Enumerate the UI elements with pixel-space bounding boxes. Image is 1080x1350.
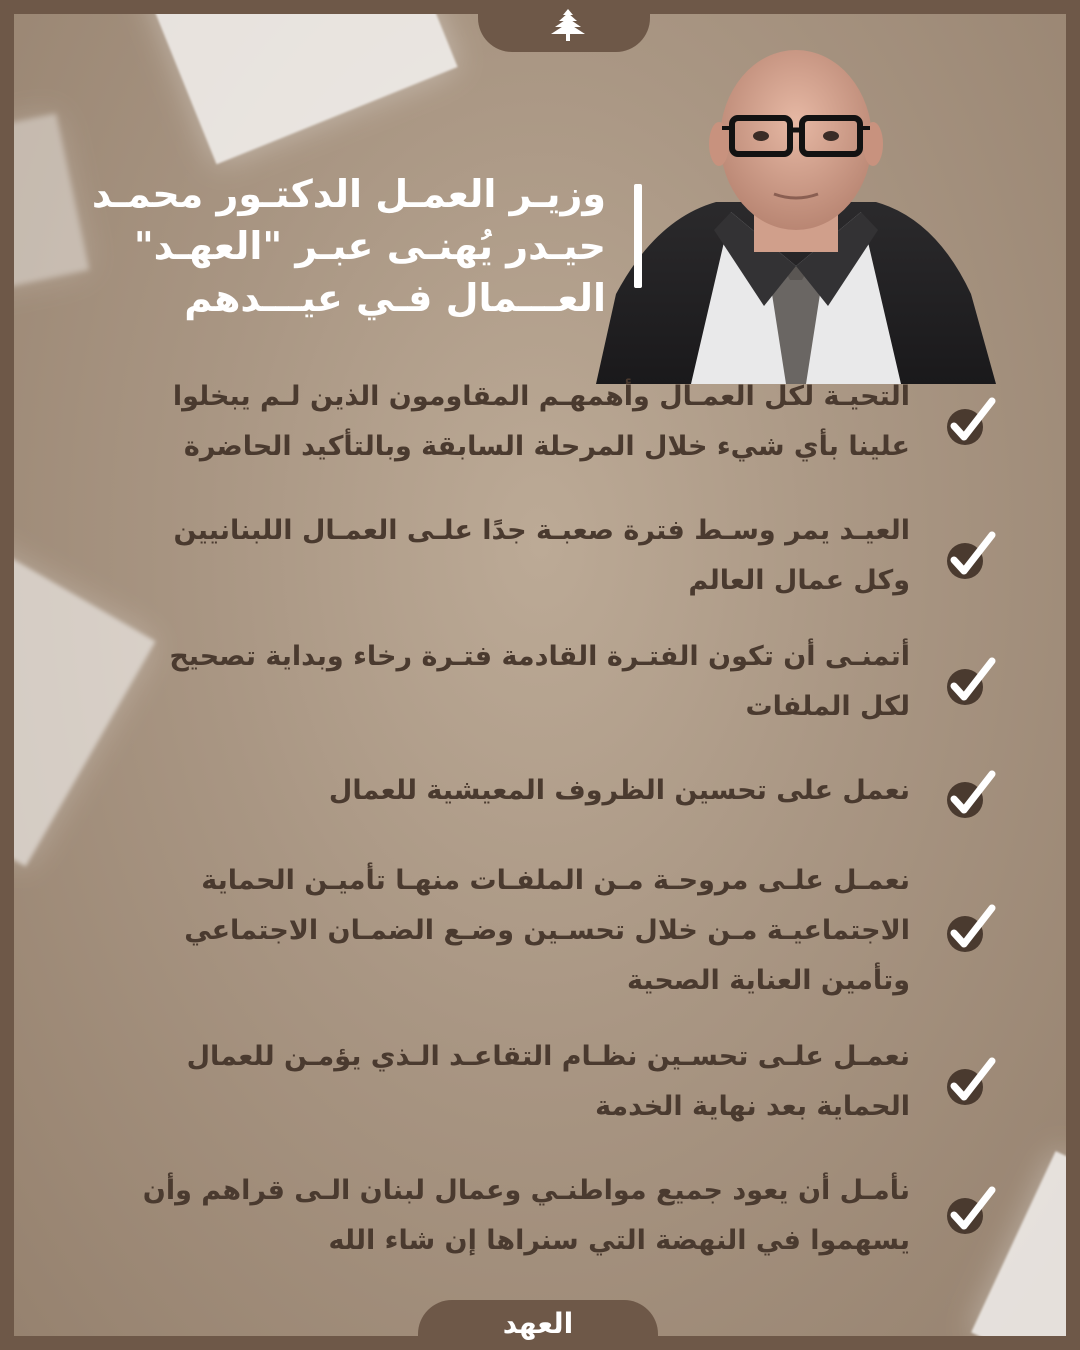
headline-line: العـــمال فـي عيـــدهم (184, 276, 606, 320)
quote-item (110, 766, 1000, 822)
floating-paper (14, 113, 89, 294)
checkmark-icon (942, 393, 1000, 451)
quote-line: نعمـل علـى تحسـين نظـام التقاعـد الـذي يؤمـن للعمال (186, 1041, 910, 1072)
quote-item (110, 632, 1000, 732)
headline-divider (634, 184, 642, 288)
quote-text (120, 856, 910, 1006)
quote-line: نعمـل علـى مروحـة مـن الملفـات منهـا تأميـن الحماية (201, 865, 910, 896)
checkmark-icon (942, 1182, 1000, 1240)
quote-line: وتأمين العناية الصحية (626, 965, 910, 996)
quote-text (120, 1166, 910, 1266)
checkmark-icon (942, 527, 1000, 585)
quote-item (110, 856, 1000, 1006)
checkmark-icon (942, 766, 1000, 824)
quote-line: الاجتماعيـة مـن خلال تحسـين وضـع الضمـان الاجتماعي (184, 915, 910, 946)
quote-text (120, 1032, 910, 1132)
quote-line: الحماية بعد نهاية الخدمة (595, 1091, 910, 1122)
quote-text (120, 506, 910, 606)
quote-item (110, 506, 1000, 606)
minister-portrait (596, 44, 996, 384)
checkmark-icon (942, 653, 1000, 711)
checkmark-icon (942, 1053, 1000, 1111)
headline-line: حيـدر يُهنـى عبـر "العهـد" (133, 224, 606, 268)
quote-line: وكل عمال العالم (688, 565, 910, 596)
quote-line: علينا بأي شيء خلال المرحلة السابقة وبالتأكيد الحاضرة (183, 431, 910, 462)
cedar-icon (549, 8, 587, 42)
quote-line: يسهموا في النهضة التي سنراها إن شاء الله (328, 1225, 910, 1256)
quote-text (120, 372, 910, 472)
quote-line: لكل الملفات (745, 691, 910, 722)
quote-item (110, 372, 1000, 472)
floating-paper (130, 14, 457, 164)
quote-text (120, 766, 910, 816)
quote-item (110, 1032, 1000, 1132)
quote-text (120, 632, 910, 732)
quote-line: نأمـل أن يعود جميع مواطنـي وعمال لبنان الـى قراهم وأن (142, 1175, 910, 1206)
quote-line: التحيـة لكل العمـال وأهمهـم المقاومون الذين لـم يبخلوا (172, 381, 910, 412)
quote-item (110, 1166, 1000, 1266)
al-ahed-logo[interactable]: العهد (502, 1307, 574, 1340)
headline-line: وزيـر العمـل الدكتـور محمـد (91, 172, 606, 216)
checkmark-icon (942, 900, 1000, 958)
quote-line: أتمنـى أن تكون الفتـرة القادمة فتـرة رخاء وبداية تصحيح (169, 641, 910, 672)
headline (91, 168, 606, 324)
quote-line: نعمل على تحسين الظروف المعيشية للعمال (328, 775, 910, 806)
quote-line: العيـد يمر وسـط فترة صعبـة جدًا علـى العمـال اللبنانيين (173, 515, 910, 546)
